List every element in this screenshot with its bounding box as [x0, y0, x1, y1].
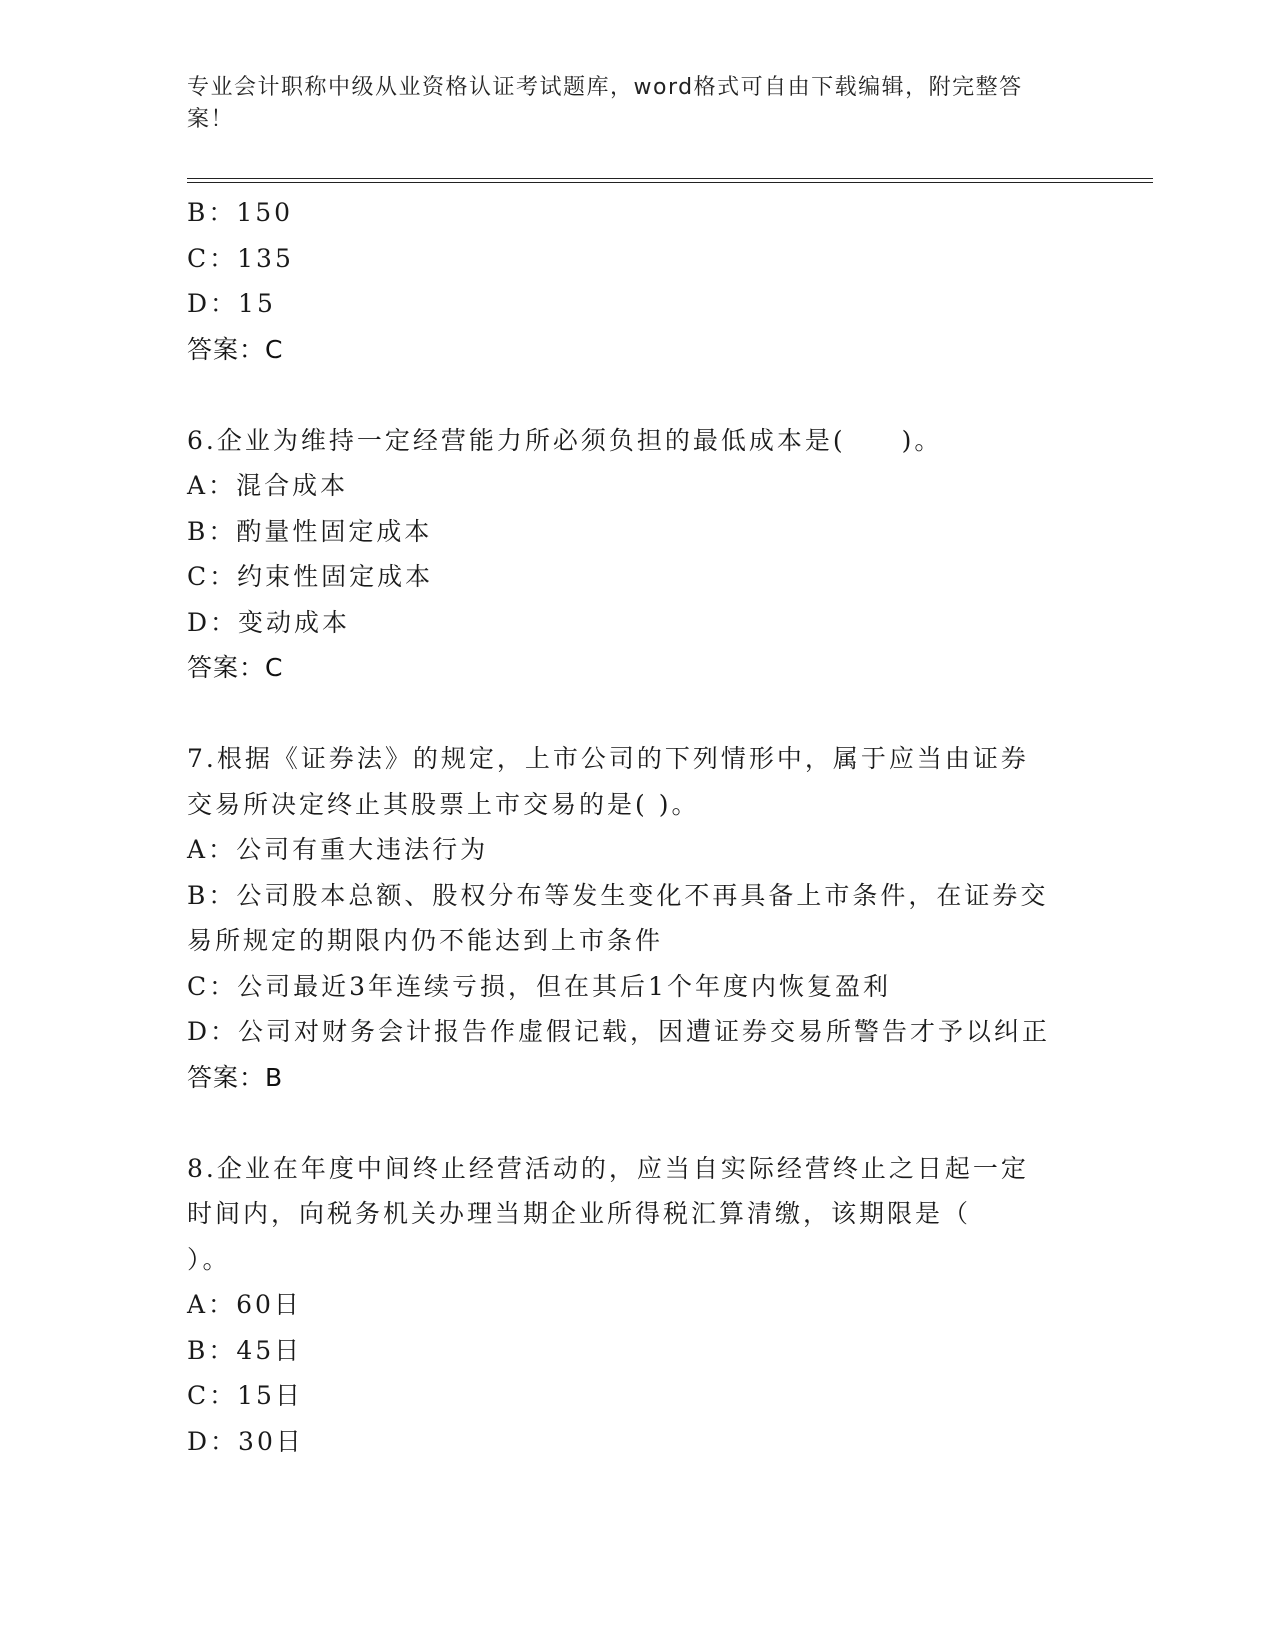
option-b: B：公司股本总额、股权分布等发生变化不再具备上市条件，在证券交 [187, 880, 1049, 910]
question-stem: 6.企业为维持一定经营能力所必须负担的最低成本是( )。 [187, 425, 943, 455]
question-stem-line-3: ）。 [187, 1244, 231, 1274]
header-divider-top [187, 178, 1153, 179]
spacer [187, 1100, 1087, 1146]
option-b: B：150 [187, 198, 294, 227]
option-c: C：135 [187, 243, 294, 273]
option-b: B：45日 [187, 1335, 303, 1365]
option-c: C：15日 [187, 1381, 303, 1410]
option-c: C：公司最近3年连续亏损，但在其后1个年度内恢复盈利 [187, 971, 891, 1001]
question-list [187, 190, 1087, 1464]
question-6 [187, 418, 1087, 691]
question-stem-line-1: 8.企业在年度中间终止经营活动的，应当自实际经营终止之日起一定 [187, 1153, 1029, 1183]
answer-label: 答案：B [187, 1062, 284, 1092]
question-stem-line-2: 交易所决定终止其股票上市交易的是( )。 [187, 789, 700, 819]
option-d: D：变动成本 [187, 607, 351, 637]
option-b-continued: 易所规定的期限内仍不能达到上市条件 [187, 926, 664, 955]
header-divider-bottom [187, 182, 1153, 183]
option-d: D：15 [187, 289, 276, 318]
answer-label: 答案：C [187, 653, 284, 682]
option-a: A：60日 [187, 1290, 302, 1319]
question-5-continued [187, 190, 1087, 372]
spacer [187, 691, 1087, 737]
option-a: A：公司有重大违法行为 [187, 835, 489, 864]
answer-label: 答案：C [187, 334, 284, 364]
option-c: C：约束性固定成本 [187, 562, 434, 591]
question-stem-line-2: 时间内，向税务机关办理当期企业所得税汇算清缴，该期限是（ [187, 1199, 972, 1228]
spacer [187, 372, 1087, 418]
option-d: D：公司对财务会计报告作虚假记载，因遭证券交易所警告才予以纠正 [187, 1017, 1051, 1046]
option-b: B：酌量性固定成本 [187, 516, 433, 546]
option-a: A：混合成本 [187, 471, 349, 500]
question-8 [187, 1146, 1087, 1465]
option-d: D：30日 [187, 1426, 304, 1456]
question-stem-line-1: 7.根据《证券法》的规定，上市公司的下列情形中，属于应当由证券 [187, 744, 1029, 773]
question-7 [187, 736, 1087, 1100]
page-header: 专业会计职称中级从业资格认证考试题库，word格式可自由下载编辑，附完整答案！ [187, 75, 1023, 132]
